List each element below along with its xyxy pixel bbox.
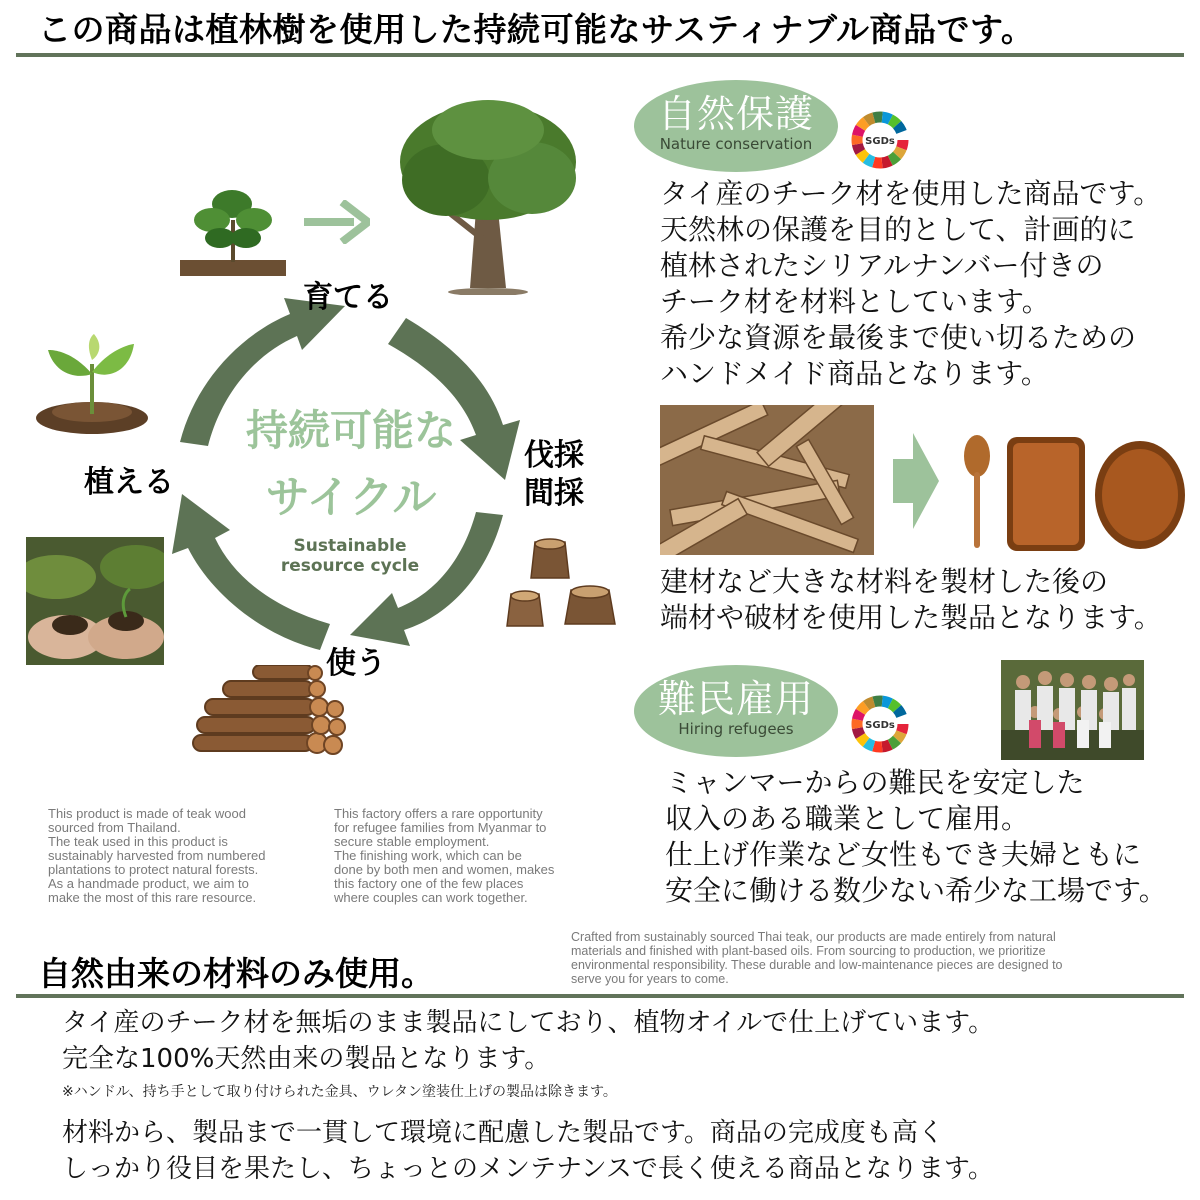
scrap-line: 建材など大きな材料を製材した後の [660,565,1109,598]
stump-illustration [505,538,627,632]
page-title: この商品は植林樹を使用した持続可能なサスティナブル商品です。 [38,10,1035,49]
nature-line: 植林されたシリアルナンバー付きの [660,249,1104,282]
badge-nature-en: Nature conservation [659,135,813,153]
english-note-line: where couples can work together. [334,890,528,905]
cycle-center-en [250,536,450,576]
english-note-line: Crafted from sustainably sourced Thai teak, our products are made entirely from natural [571,930,1056,944]
english-note-factory [334,807,614,905]
title-divider [16,53,1184,57]
english-note-line: this factory one of the few places [334,876,524,891]
scrap-description [660,564,1162,636]
scrap-line: 端材や破材を使用した製品となります。 [660,601,1162,634]
natural-divider [16,994,1184,998]
stage-harvest [524,437,584,513]
refugee-description [665,765,1167,909]
cycle-center-line1: 持続可能な [245,406,456,455]
refugee-line: 安全に働ける数少ない希少な工場です。 [665,874,1167,907]
english-note-line: The teak used in this product is [48,834,228,849]
english-note-line: As a handmade product, we aim to [48,876,249,891]
tray-icon [1006,436,1086,552]
natural-line3: 材料から、製品まで一貫して環境に配慮した製品です。商品の完成度も高く [62,1118,944,1148]
nature-line: ハンドメイド商品となります。 [660,357,1049,390]
english-note-crafted [571,930,1191,986]
wood-scraps-photo [660,405,874,555]
nature-line: タイ産のチーク材を使用した商品です。 [660,177,1162,210]
refugee-group-photo [1001,660,1144,760]
refugee-line: 仕上げ作業など女性もでき夫婦ともに [665,838,1142,871]
sdg-label: SGDs [865,136,895,147]
cycle-center-line2: サイクル [265,472,437,523]
english-note-line: make the most of this rare resource. [48,890,257,905]
refugee-line: ミャンマーからの難民を安定した [665,766,1085,799]
right-arrow-icon [304,200,370,244]
hands-soil-photo [26,537,164,665]
english-note-line: done by both men and women, makes [334,862,555,877]
stage-grow: 育てる [303,280,393,315]
english-note-line: The finishing work, which can be [334,848,522,863]
natural-note: ※ハンドル、持ち手として取り付けられた金具、ウレタン塗装仕上げの製品は除きます。 [62,1084,617,1100]
english-note-line: sustainably harvested from numbered [48,848,266,863]
sdg-label: SGDs [865,720,895,731]
stage-harvest-line1: 伐採 [524,438,584,473]
refugee-line: 収入のある職業として雇用。 [665,802,1030,835]
nature-description [660,176,1161,392]
badge-nature-jp: 自然保護 [657,92,814,136]
english-note-line: for refugee families from Myanmar to [334,820,547,835]
natural-subtitle: 自然由来の材料のみ使用。 [38,954,434,993]
cycle-arrows [170,290,520,650]
sapling-illustration [180,180,286,276]
right-arrow-icon [893,433,939,529]
english-note-line: secure stable employment. [334,834,490,849]
english-note-line: serve you for years to come. [571,972,729,986]
stage-harvest-line2: 間採 [524,476,584,511]
cycle-arrow-harvest-use [350,512,503,646]
english-note-line: This factory offers a rare opportunity [334,806,543,821]
cycle-center-en-line2: resource cycle [280,556,420,576]
badge-nature [634,80,838,172]
firewood-illustration [183,665,353,775]
badge-refugee [634,665,838,757]
plate-icon [1094,440,1186,550]
english-note-line: environmental responsibility. These durable and low-maintenance pieces are designed to [571,958,1063,972]
english-note-teak [48,807,328,905]
english-note-line: materials and finished with plant-based oils. From sourcing to production, we prioritize [571,944,1046,958]
nature-line: チーク材を材料としています。 [660,285,1050,318]
sdg-wheel-icon [850,694,910,754]
badge-refugee-jp: 難民雇用 [657,677,814,721]
english-note-line: sourced from Thailand. [48,820,181,835]
english-note-line: This product is made of teak wood [48,806,246,821]
stage-plant: 植える [84,465,174,500]
stage-use: 使う [326,646,386,681]
nature-line: 希少な資源を最後まで使い切るための [660,321,1137,354]
spoon-icon [962,434,992,550]
natural-line1: タイ産のチーク材を無垢のまま製品にしており、植物オイルで仕上げています。 [62,1008,995,1038]
cycle-center-en-line1: Sustainable [293,536,407,556]
tree-illustration [396,100,580,295]
natural-line4: しっかり役目を果たし、ちょっとのメンテナンスで長く使える商品となります。 [62,1154,994,1184]
english-note-line: plantations to protect natural forests. [48,862,259,877]
sdg-wheel-icon [850,110,910,170]
seedling-illustration [34,334,150,436]
badge-refugee-en: Hiring refugees [678,720,794,738]
natural-line2: 完全な100%天然由来の製品となります。 [62,1044,551,1074]
nature-line: 天然林の保護を目的として、計画的に [660,213,1136,246]
